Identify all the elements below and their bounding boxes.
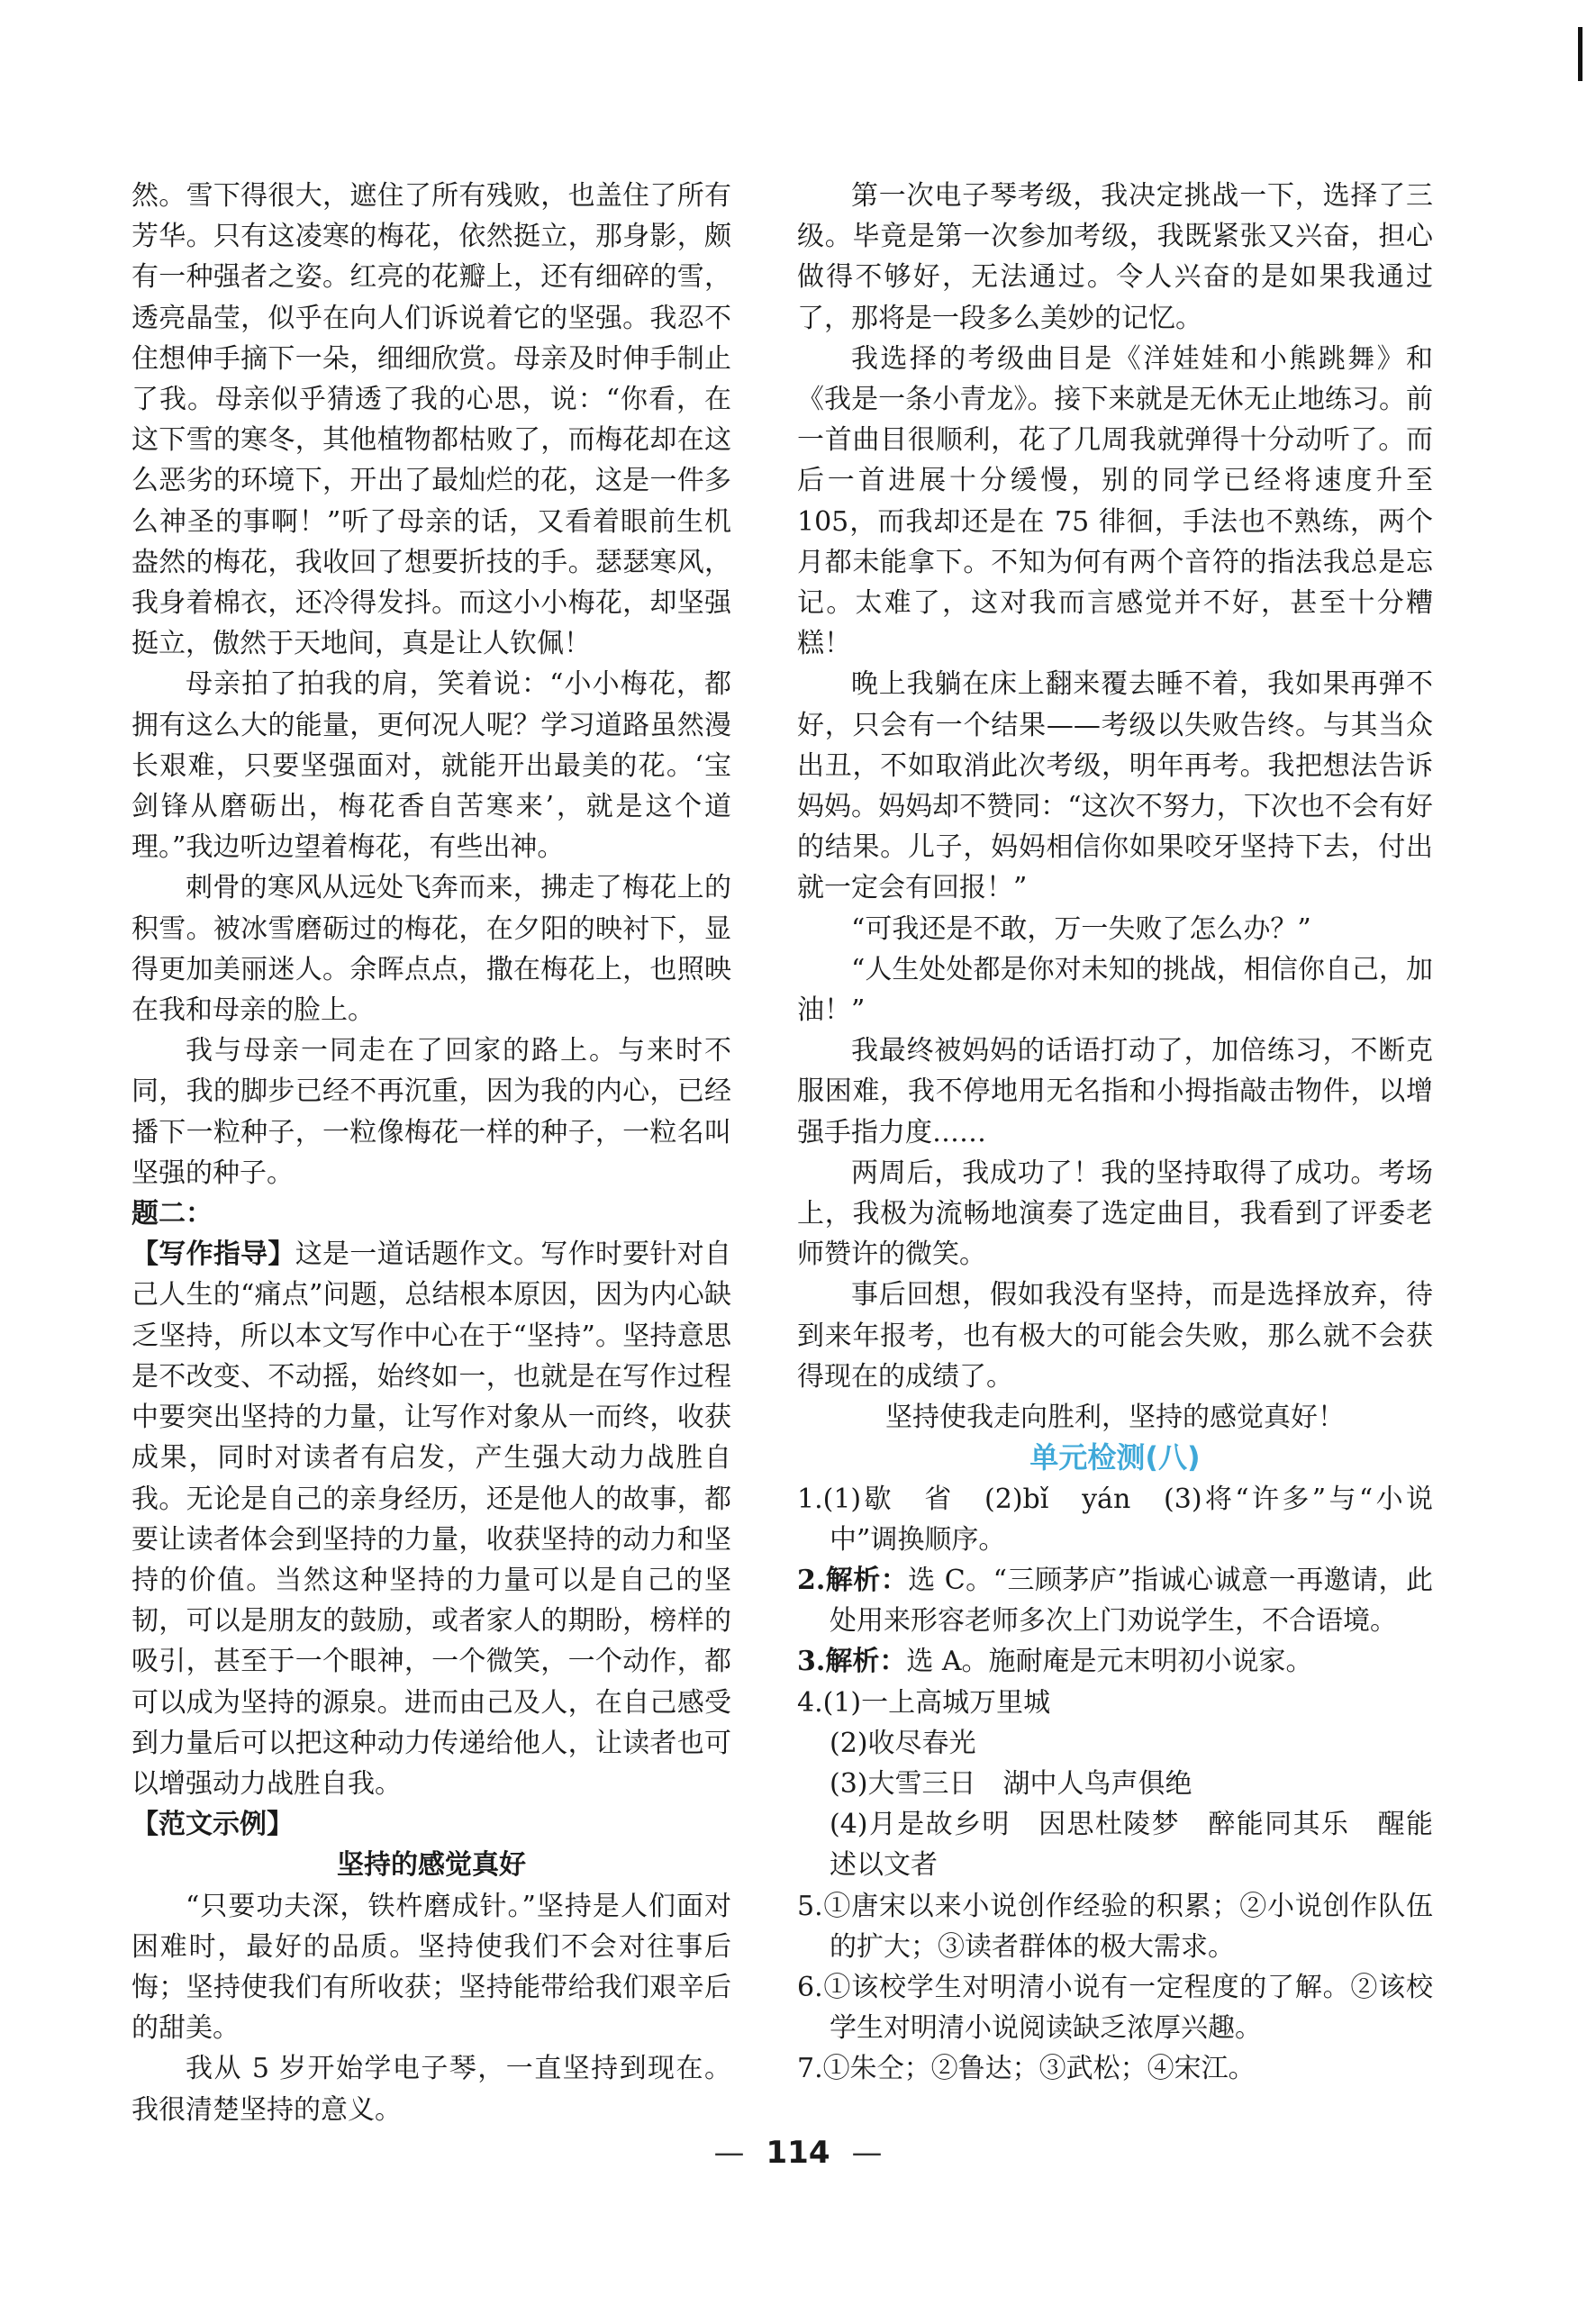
page-edge-mark: [1578, 27, 1582, 81]
essay-closing-line: 坚持使我走向胜利，坚持的感觉真好！: [885, 1402, 1345, 1434]
footer-dash-right: —: [851, 2135, 883, 2171]
writing-guide: [131, 1234, 731, 1804]
answer-7: 7.①朱仝；②鲁达；③武松；④宋江。: [797, 2053, 1256, 2085]
story-paragraph-1: 然。雪下得很大，遮住了所有残败，也盖住了所有芳华。只有这凌寒的梅花，依然挺立，那身影，颇有一种强者之姿。红亮的花瓣上，还有细碎的雪，透亮晶莹，似乎在向人们诉说着它的坚强。我忍不住想伸手摘下一朵，细细欣赏。母亲及时伸手制止了我。母亲似乎猜透了我的心思，说：“你看，在这下雪的寒冬，其他植物都枯败了，而梅花却在这么恶劣的环境下，开出了最灿烂的花，这是一件多么神圣的事啊！”听了母亲的话，又看着眼前生机盎然的梅花，我收回了想要折技的手。瑟瑟寒风，我身着棉衣，还冷得发抖。而这小小梅花，却坚强挺立，傲然于天地间，真是让人钦佩！: [131, 180, 731, 660]
example-label: 【范文示例】: [131, 1809, 294, 1841]
essay-title: 坚持的感觉真好: [337, 1849, 526, 1882]
left-column: [131, 176, 731, 2130]
unit-test-title: 单元检测(八): [1029, 1440, 1201, 1475]
story-paragraph-3: 刺骨的寒风从远处飞奔而来，拂走了梅花上的积雪。被冰雪磨砺过的梅花，在夕阳的映衬下，显得更加美丽迷人。余晖点点，撒在梅花上，也照映在我和母亲的脸上。: [131, 872, 731, 1027]
essay-paragraph-8: 我最终被妈妈的话语打动了，加倍练习，不断克服困难，我不停地用无名指和小拇指敲击物件，以增强手指力度……: [797, 1035, 1433, 1148]
essay-paragraph-1: “只要功夫深，铁杵磨成针。”坚持是人们面对困难时，最好的品质。坚持使我们不会对往事后悔；坚持使我们有所收获；坚持能带给我们艰辛后的甜美。: [131, 1890, 731, 2045]
writing-guide-label: 【写作指导】: [131, 1239, 295, 1271]
essay-paragraph-7: “人生处处都是你对未知的挑战，相信你自己，加油！”: [797, 953, 1433, 1027]
answer-2-text: 选 C。“三顾茅庐”指诚心诚意一再邀请，此处用来形容老师多次上门劝说学生，不合语境。: [830, 1564, 1433, 1638]
story-paragraph-2: 母亲拍了拍我的肩，笑着说：“小小梅花，都拥有这么大的能量，更何况人呢？学习道路虽然漫长艰难，只要坚强面对，就能开出最美的花。‘宝剑锋从磨砺出，梅花香自苦寒来’，就是这个道理。”我边听边望着梅花，有些出神。: [131, 668, 731, 864]
footer-dash-left: —: [713, 2135, 745, 2171]
answer-2-label: 2.解析：: [797, 1564, 909, 1596]
answer-4-part-2: (2)收尽春光: [830, 1727, 976, 1759]
essay-paragraph-10: 事后回想，假如我没有坚持，而是选择放弃，待到来年报考，也有极大的可能会失败，那么就不会获得现在的成绩了。: [797, 1279, 1433, 1393]
essay-paragraph-4: 我选择的考级曲目是《洋娃娃和小熊跳舞》和《我是一条小青龙》。接下来就是无休无止地练习。前一首曲目很顺利，花了几周我就弹得十分动听了。而后一首进展十分缓慢，别的同学已经将速度升至 105，而我却还是在 75 徘徊，手法也不熟练，两个月都未能拿下。不知为何有两个音符的指法我总是忘记。太难了，这对我而言感觉并不好，甚至十分糟糕！: [797, 342, 1433, 660]
answer-3-text: 选 A。施耐庵是元末明初小说家。: [906, 1646, 1313, 1678]
answer-5: 5.①唐宋以来小说创作经验的积累；②小说创作队伍的扩大；③读者群体的极大需求。: [797, 1890, 1433, 1963]
page-number: 114: [766, 2135, 830, 2171]
answer-4-part-4: (4)月是故乡明 因思杜陵梦 醉能同其乐 醒能述以文者: [830, 1809, 1433, 1882]
story-paragraph-4: 我与母亲一同走在了回家的路上。与来时不同，我的脚步已经不再沉重，因为我的内心，已经播下一粒种子，一粒像梅花一样的种子，一粒名叫坚强的种子。: [131, 1035, 731, 1189]
answer-2: [797, 1560, 1433, 1641]
essay-paragraph-2: 我从 5 岁开始学电子琴，一直坚持到现在。我很清楚坚持的意义。: [131, 2053, 731, 2126]
answer-3: [797, 1641, 1433, 1682]
essay-paragraph-6: “可我还是不敢，万一失败了怎么办？”: [851, 912, 1311, 945]
essay-paragraph-3: 第一次电子琴考级，我决定挑战一下，选择了三级。毕竟是第一次参加考级，我既紧张又兴奋，担心做得不够好，无法通过。令人兴奋的是如果我通过了，那将是一段多么美妙的记忆。: [797, 180, 1433, 334]
answer-4-part-3: (3)大雪三日 湖中人鸟声俱绝: [830, 1767, 1192, 1800]
question-two-label: 题二：: [131, 1198, 213, 1230]
answer-1: 1.(1)歇 省 (2)bǐ yán (3)将“许多”与“小说中”调换顺序。: [797, 1483, 1433, 1556]
writing-guide-text: 这是一道话题作文。写作时要针对自己人生的“痛点”问题，总结根本原因，因为内心缺乏坚持，所以本文写作中心在于“坚持”。坚持意思是不改变、不动摇，始终如一，也就是在写作过程中要突出坚持的力量，让写作对象从一而终，收获成果，同时对读者有启发，产生强大动力战胜自我。无论是自己的亲身经历，还是他人的故事，都要让读者体会到坚持的力量，收获坚持的动力和坚持的价值。当然这种坚持的力量可以是自己的坚韧，可以是朋友的鼓励，或者家人的期盼，榜样的吸引，甚至于一个眼神，一个微笑，一个动作，都可以成为坚持的源泉。进而由己及人，在自己感受到力量后可以把这种动力传递给他人，让读者也可以增强动力战胜自我。: [131, 1239, 732, 1800]
page-footer: [0, 2135, 1596, 2171]
answer-6: 6.①该校学生对明清小说有一定程度的了解。②该校学生对明清小说阅读缺乏浓厚兴趣。: [797, 1971, 1433, 2045]
essay-paragraph-9: 两周后，我成功了！我的坚持取得了成功。考场上，我极为流畅地演奏了选定曲目，我看到了评委老师赞许的微笑。: [797, 1157, 1433, 1271]
answer-4-part-1: 4.(1)一上高城万里城: [797, 1686, 1051, 1719]
answer-3-label: 3.解析：: [797, 1646, 907, 1678]
essay-paragraph-5: 晚上我躺在床上翻来覆去睡不着，我如果再弹不好，只会有一个结果——考级以失败告终。与其当众出丑，不如取消此次考级，明年再考。我把想法告诉妈妈。妈妈却不赞同：“这次不努力，下次也不会有好的结果。儿子，妈妈相信你如果咬牙坚持下去，付出就一定会有回报！”: [797, 668, 1433, 904]
right-column: [797, 176, 1433, 2090]
